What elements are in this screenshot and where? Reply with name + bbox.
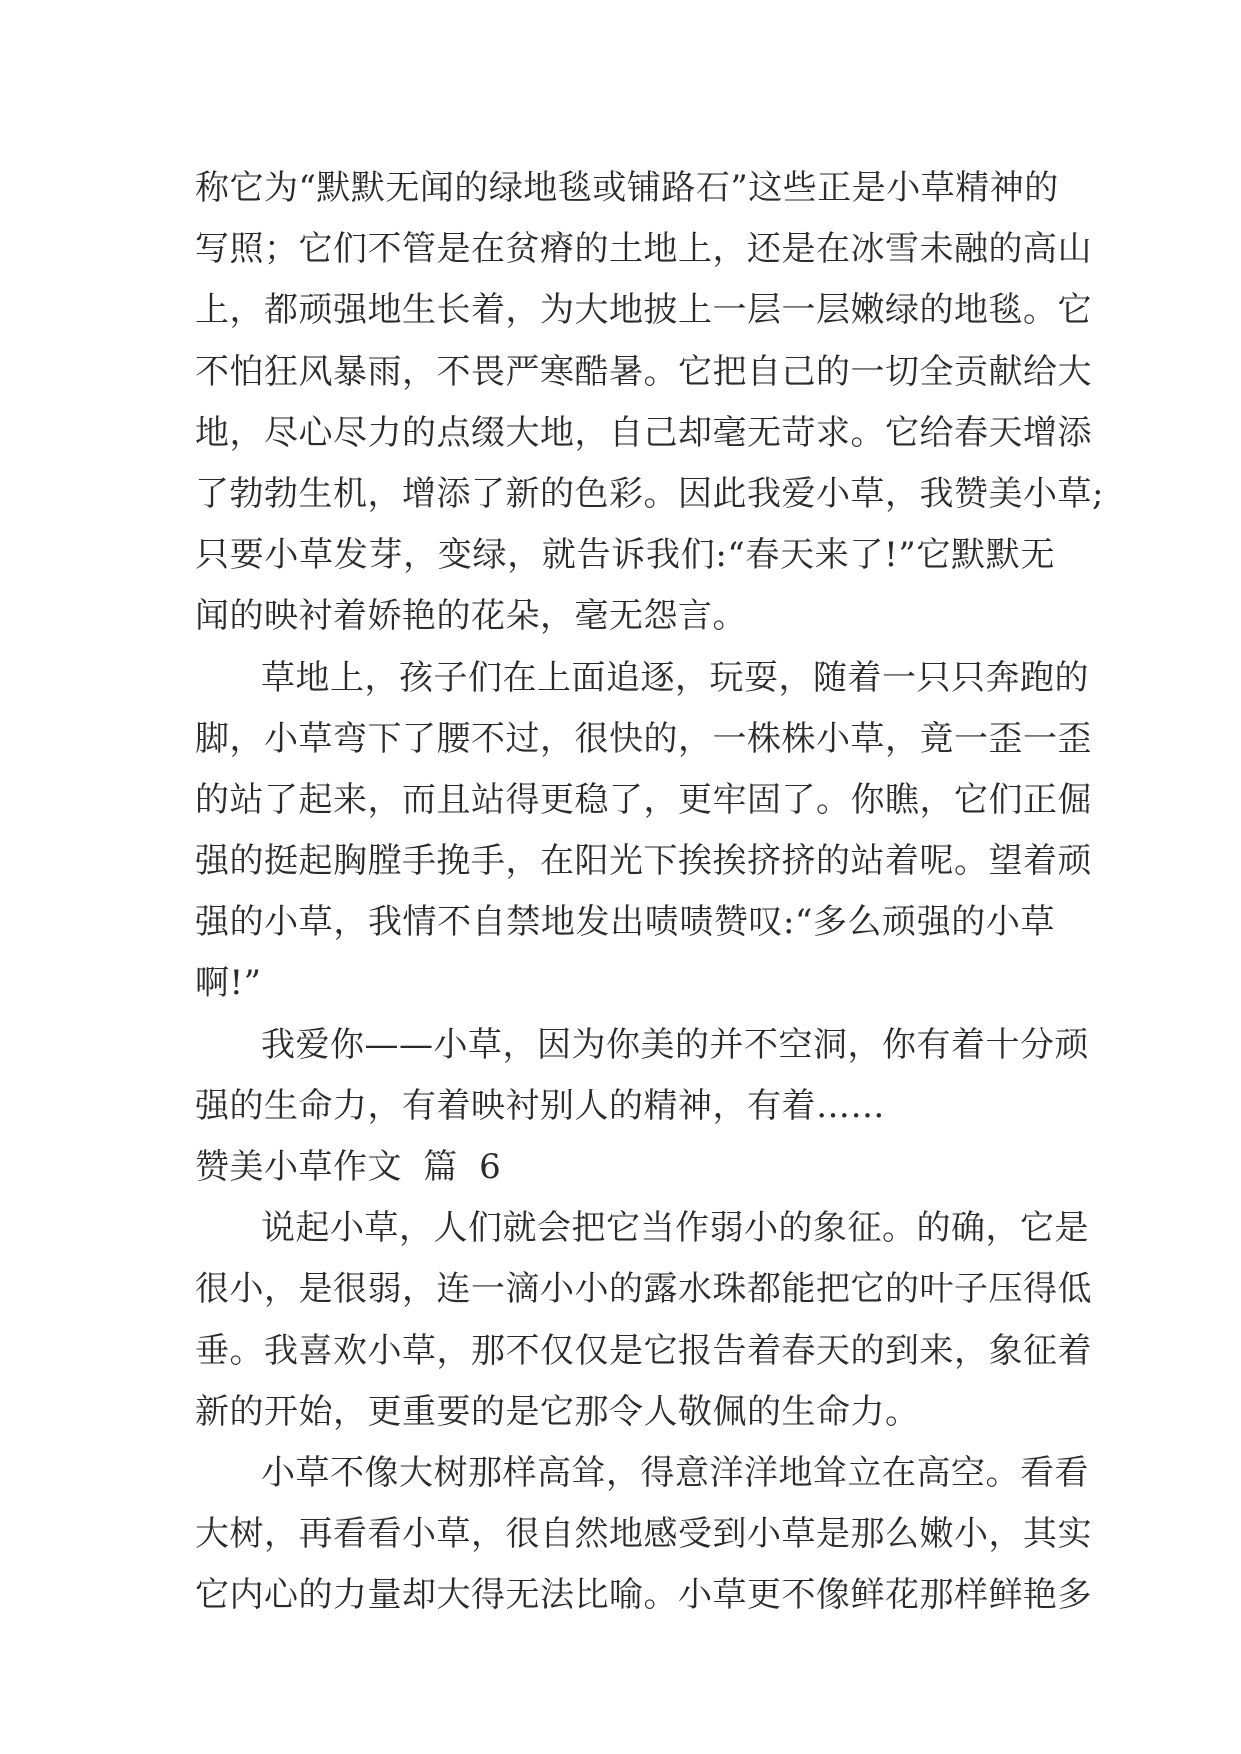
text-line: 强的小草，我情不自禁地发出啧啧赞叹:“多么顽强的小草	[195, 902, 1055, 943]
paragraph-first-line: 草地上，孩子们在上面追逐，玩耍，随着一只只奔跑的	[261, 657, 1089, 698]
paragraph-first-line: 我爱你——小草，因为你美的并不空洞，你有着十分顽	[261, 1024, 1089, 1065]
text-line: 不怕狂风暴雨，不畏严寒酷暑。它把自己的一切全贡献给大	[195, 351, 1092, 392]
section-heading: 赞美小草作文 篇 6	[195, 1147, 502, 1187]
text-line: 新的开始，更重要的是它那令人敬佩的生命力。	[195, 1391, 920, 1432]
text-line: 地，尽心尽力的点缀大地，自己却毫无苛求。它给春天增添	[195, 412, 1092, 453]
text-line: 的站了起来，而且站得更稳了，更牢固了。你瞧，它们正倔	[195, 779, 1092, 820]
paragraph-first-line: 说起小草，人们就会把它当作弱小的象征。的确，它是	[261, 1208, 1089, 1249]
text-line: 称它为“默默无闻的绿地毯或铺路石”这些正是小草精神的	[195, 168, 1059, 208]
paragraph-first-line: 小草不像大树那样高耸，得意洋洋地耸立在高空。看看	[261, 1452, 1089, 1493]
essay-body	[195, 158, 1104, 1627]
text-line: 强的生命力，有着映衬别人的精神，有着……	[195, 1085, 885, 1126]
text-line: 上，都顽强地生长着，为大地披上一层一层嫩绿的地毯。它	[195, 290, 1092, 331]
text-line: 大树，再看看小草，很自然地感受到小草是那么嫩小，其实	[195, 1514, 1092, 1555]
text-line: 它内心的力量却大得无法比喻。小草更不像鲜花那样鲜艳多	[195, 1575, 1092, 1616]
text-line: 垂。我喜欢小草，那不仅仅是它报告着春天的到来，象征着	[195, 1330, 1092, 1371]
text-line: 只要小草发芽，变绿，就告诉我们:“春天来了!”它默默无	[195, 535, 1055, 576]
text-line: 很小，是很弱，连一滴小小的露水珠都能把它的叶子压得低	[195, 1269, 1092, 1310]
text-line: 闻的映衬着娇艳的花朵，毫无怨言。	[195, 596, 747, 637]
text-line: 啊!”	[195, 963, 262, 1004]
text-line: 写照；它们不管是在贫瘠的土地上，还是在冰雪未融的高山	[195, 229, 1092, 270]
text-line: 了勃勃生机，增添了新的色彩。因此我爱小草，我赞美小草;	[195, 473, 1104, 514]
text-line: 脚，小草弯下了腰不过，很快的，一株株小草，竟一歪一歪	[195, 718, 1092, 759]
text-line: 强的挺起胸膛手挽手，在阳光下挨挨挤挤的站着呢。望着顽	[195, 841, 1092, 882]
